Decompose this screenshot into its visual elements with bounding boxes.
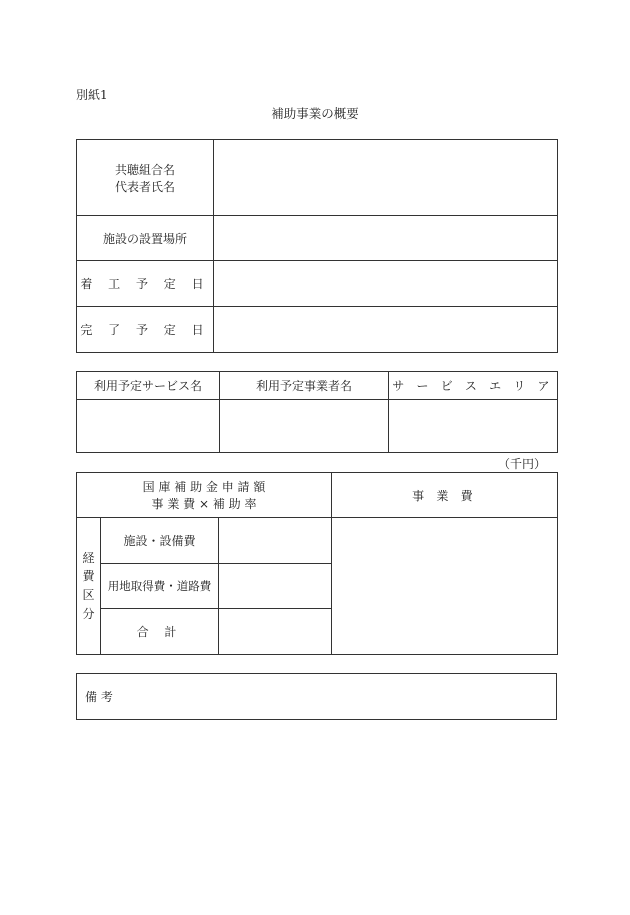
- value-facility-location[interactable]: [214, 216, 558, 261]
- remarks-table: [76, 673, 557, 720]
- cost-category-char-3: 区: [82, 588, 95, 602]
- value-project-cost[interactable]: [332, 518, 558, 655]
- cost-table: [76, 472, 558, 655]
- value-service-area[interactable]: [389, 400, 558, 453]
- value-land-road-cost[interactable]: [219, 564, 332, 609]
- label-land-road-cost: 用地取得費・道路費: [101, 564, 219, 609]
- remarks-field[interactable]: [77, 674, 557, 720]
- cost-category-char-1: 経: [82, 550, 95, 565]
- value-service-name[interactable]: [77, 400, 220, 453]
- label-union-name: 共聴組合名: [114, 162, 175, 177]
- unit-label: （千円）: [497, 457, 546, 471]
- value-start-date[interactable]: [214, 261, 558, 307]
- label-union-representative: [77, 140, 214, 216]
- header-service-name: 利用予定サービス名: [77, 372, 220, 400]
- info-table: [76, 139, 558, 353]
- header-subsidy-line1: 国 庫 補 助 金 申 請 額: [142, 480, 266, 494]
- label-total: 合 計: [101, 609, 219, 655]
- value-facility-equipment-cost[interactable]: [219, 518, 332, 564]
- value-completion-date[interactable]: [214, 307, 558, 353]
- header-subsidy-line2: 事 業 費 × 補 助 率: [151, 497, 257, 511]
- label-completion-date: 完 了 予 定 日: [77, 307, 214, 353]
- cost-category-char-4: 分: [82, 606, 95, 621]
- value-total[interactable]: [219, 609, 332, 655]
- header-project-cost: 事 業 費: [332, 473, 558, 518]
- label-start-date: 着 工 予 定 日: [77, 261, 214, 307]
- label-representative-name: 代表者氏名: [114, 179, 175, 194]
- attachment-label: 別紙1: [76, 88, 108, 102]
- remarks-label: 備 考: [85, 690, 113, 704]
- label-facility-equipment-cost: 施設・設備費: [101, 518, 219, 564]
- label-cost-category: [77, 518, 101, 655]
- value-provider-name[interactable]: [220, 400, 389, 453]
- header-provider-name: 利用予定事業者名: [220, 372, 389, 400]
- value-union-representative[interactable]: [214, 140, 558, 216]
- service-table: [76, 371, 558, 453]
- header-service-area: サ ー ビ ス エ リ ア: [389, 372, 558, 400]
- document-title: 補助事業の概要: [271, 106, 359, 121]
- cost-category-char-2: 費: [82, 569, 95, 584]
- label-facility-location: 施設の設置場所: [77, 216, 214, 261]
- header-subsidy-amount: [77, 473, 332, 518]
